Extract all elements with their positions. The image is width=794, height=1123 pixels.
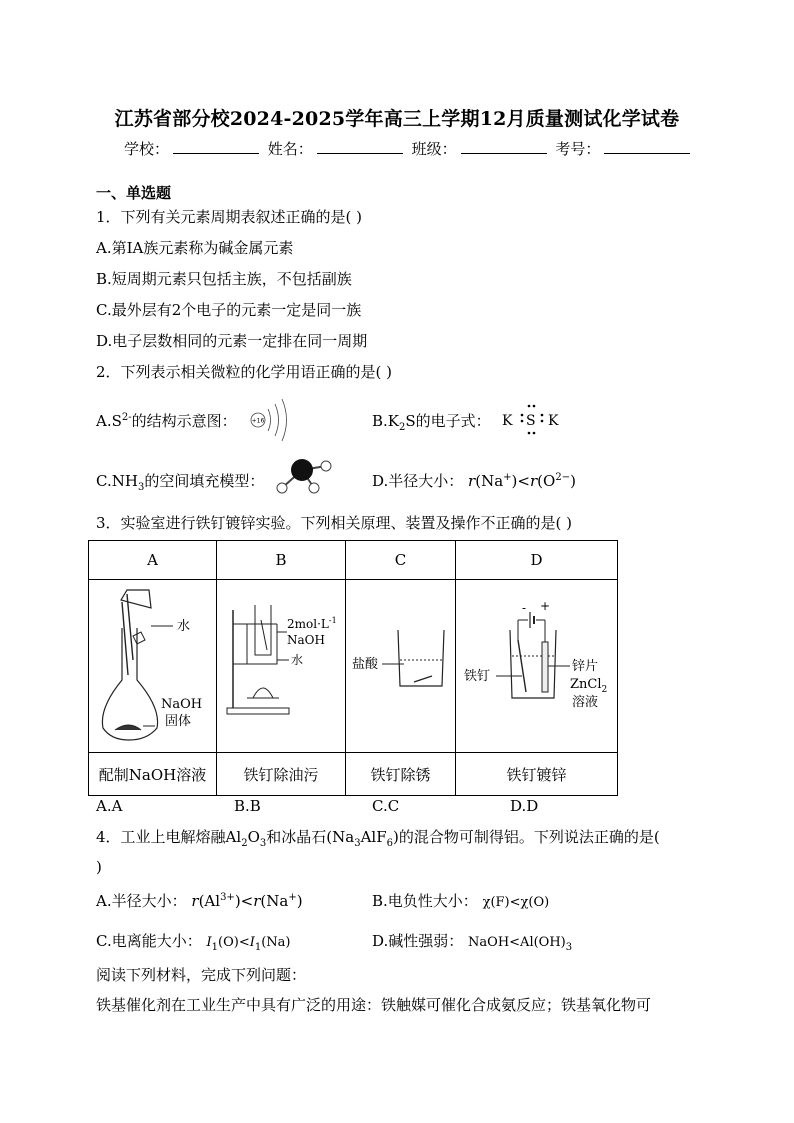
reading-instruction: 阅读下列材料，完成下列问题： [96, 966, 307, 984]
q4-a-al-charge: 3+ [220, 892, 235, 903]
q3-header-d: D [456, 541, 618, 580]
q2-d-na-charge: + [503, 472, 512, 483]
q4-sub-3: 3 [259, 838, 267, 849]
q4-c-i1: I [206, 935, 212, 950]
q3-caption-d: 铁钉镀锌 [456, 753, 618, 796]
q4-a-na-charge: + [288, 892, 297, 903]
q1-option-d: D.电子层数相同的元素一定排在同一周期 [96, 332, 368, 350]
q4-option-a: A.半径大小： $r(Al^{3+})<r(Na^+)$ [96, 892, 303, 910]
q2-d-lt: < [517, 472, 530, 490]
sulfide-structure-diagram [243, 395, 293, 445]
q4-c-end: (Na) [261, 935, 291, 950]
q3-caption-c: 铁钉除锈 [346, 753, 456, 796]
naoh-label: NaOH [161, 697, 203, 712]
formula-k-left: K [502, 413, 513, 429]
q4-d-expr: NaOH<Al(OH) [468, 935, 566, 950]
page-title: 江苏省部分校2024-2025学年高三上学期12月质量测试化学试卷 [114, 108, 680, 130]
q4-b-label: B.电负性大小： [372, 892, 478, 910]
q2-b-prefix: B. [372, 412, 388, 430]
q4-stem-post: 的混合物可制得铝。下列说法正确的是( [398, 828, 660, 846]
q2-c-sub: 3 [137, 482, 145, 493]
electroplating-diagram [456, 580, 617, 748]
q3-header-a: A [89, 541, 217, 580]
q3-option-c: C.C [372, 797, 400, 815]
q4-c-i2: I [249, 935, 255, 950]
q4-sub-na3: 3 [354, 838, 361, 849]
q4-c-label: C.电离能大小： [96, 932, 202, 950]
q4-d-label: D.碱性强弱： [372, 932, 464, 950]
q2-d-r2: r [529, 472, 538, 490]
q4-a-r2: r [253, 892, 261, 910]
naoh-solution-label: NaOH [287, 633, 325, 647]
water-bath-diagram [217, 580, 345, 748]
q4-na: Na [332, 828, 355, 846]
number-label: 考号： [555, 140, 601, 158]
q4-stem-close: ) [96, 858, 102, 876]
q2-b-sub: 2 [399, 422, 406, 433]
q4-a-r1: r [191, 892, 199, 910]
q4-a-al: Al [204, 892, 221, 910]
q2-a-label: 的结构示意图： [131, 412, 237, 430]
k2s-electron-formula [500, 400, 564, 440]
q2-option-d: D.半径大小： $r(Na^+)<r(O^{2-})$ [372, 472, 576, 490]
q2-a-charge: 2- [121, 412, 132, 423]
formula-s: S [526, 413, 536, 429]
q4-sub-2: 2 [241, 838, 248, 849]
q3-table [88, 540, 618, 796]
class-label: 班级： [411, 140, 457, 158]
nucleus-label: +16 [251, 417, 265, 425]
solution-label: 溶液 [572, 695, 599, 710]
q2-a-prefix: A. [96, 412, 112, 430]
minus-label: - [522, 601, 527, 615]
class-blank[interactable] [461, 141, 547, 154]
q3-header-c: C [346, 541, 456, 580]
q2-a-ion: S [111, 412, 122, 430]
q2-option-b [372, 410, 491, 433]
q2-stem: 2．下列表示相关微粒的化学用语正确的是( ) [96, 363, 393, 381]
water-label: 水 [177, 619, 191, 634]
q4-c-mid: (O)< [218, 935, 250, 950]
q3-stem: 3．实验室进行铁钉镀锌实验。下列相关原理、装置及操作不正确的是( ) [96, 514, 573, 532]
q2-c-nh: NH [111, 472, 138, 490]
q2-c-prefix: C. [96, 472, 112, 490]
section-heading: 一、单选题 [96, 184, 172, 202]
reading-passage: 铁基催化剂在工业生产中具有广泛的用途：铁触媒可催化合成氨反应；铁基氧化物可 [96, 996, 652, 1014]
q3-header-b: B [217, 541, 346, 580]
q2-d-label: D.半径大小： [372, 472, 464, 490]
q4-c-sub2: 1 [254, 942, 262, 953]
q4-alf: AlF [360, 828, 387, 846]
q4-option-d [372, 930, 572, 953]
q2-b-k: K [387, 412, 400, 430]
student-info-row [124, 138, 694, 159]
q1-stem: 1．下列有关元素周期表叙述正确的是( ) [96, 208, 363, 226]
q2-d-na: Na [481, 472, 504, 490]
name-label: 姓名： [267, 140, 313, 158]
q1-option-b: B.短周期元素只包括主族，不包括副族 [96, 270, 352, 288]
beaker-hcl-diagram [346, 580, 455, 748]
plus-label: + [540, 599, 551, 613]
q4-option-c [96, 930, 291, 953]
nail-label: 铁钉 [464, 669, 491, 684]
q4-c-sub1: 1 [211, 942, 219, 953]
q3-option-d: D.D [510, 797, 539, 815]
school-blank[interactable] [173, 141, 259, 154]
school-label: 学校： [124, 140, 170, 158]
q2-d-r1: r [468, 472, 476, 490]
solid-label: 固体 [165, 714, 192, 729]
number-blank[interactable] [604, 141, 690, 154]
q4-option-b [372, 890, 549, 911]
q3-figure-d [456, 580, 618, 753]
q2-b-label: S的电子式： [405, 412, 491, 430]
q2-option-a [96, 410, 237, 431]
zncl2-label: ZnCl$_2$ [570, 677, 608, 695]
water-bath-label: 水 [291, 653, 304, 667]
q3-figure-a [89, 580, 217, 753]
q2-d-o-charge: 2− [555, 472, 571, 483]
q4-o: O [247, 828, 260, 846]
q4-stem: 4．工业上电解熔融$Al_2O_3$和冰晶石$(Na_3AlF_6)$的混合物可制得铝。下列说法正确的是( [96, 828, 660, 849]
q4-a-lt: < [240, 892, 254, 910]
hcl-label: 盐酸 [352, 657, 379, 672]
q3-figure-b [217, 580, 346, 753]
nh3-space-filling-model [272, 456, 336, 496]
conc-label: $2mol\cdot L^{-1}$ [287, 616, 337, 631]
q4-b-expr: χ(F)<χ(O) [482, 895, 550, 910]
q4-stem-mid: 和冰晶石 [266, 828, 327, 846]
q1-option-a: A.第ⅠA族元素称为碱金属元素 [96, 239, 294, 257]
q2-d-o: O [543, 472, 556, 490]
q3-option-a: A.A [96, 797, 123, 815]
q4-sub-6: 6 [386, 838, 393, 849]
formula-k-right: K [548, 413, 559, 429]
q2-c-label: 的空间填充模型： [144, 472, 265, 490]
q4-a-label: A.半径大小： [96, 892, 187, 910]
q4-a-na: Na [266, 892, 289, 910]
q3-caption-b: 铁钉除油污 [217, 753, 346, 796]
q2-option-c [96, 470, 264, 493]
q4-stem-pre: 4．工业上电解熔融Al [96, 828, 242, 846]
q3-figure-c [346, 580, 456, 753]
q1-option-c: C.最外层有2个电子的元素一定是同一族 [96, 301, 362, 319]
q3-caption-a: 配制NaOH溶液 [89, 753, 217, 796]
zinc-label: 锌片 [572, 659, 599, 674]
q4-d-sub: 3 [565, 942, 573, 953]
name-blank[interactable] [317, 141, 403, 154]
q3-option-b: B.B [234, 797, 261, 815]
volumetric-flask-diagram [89, 580, 216, 748]
